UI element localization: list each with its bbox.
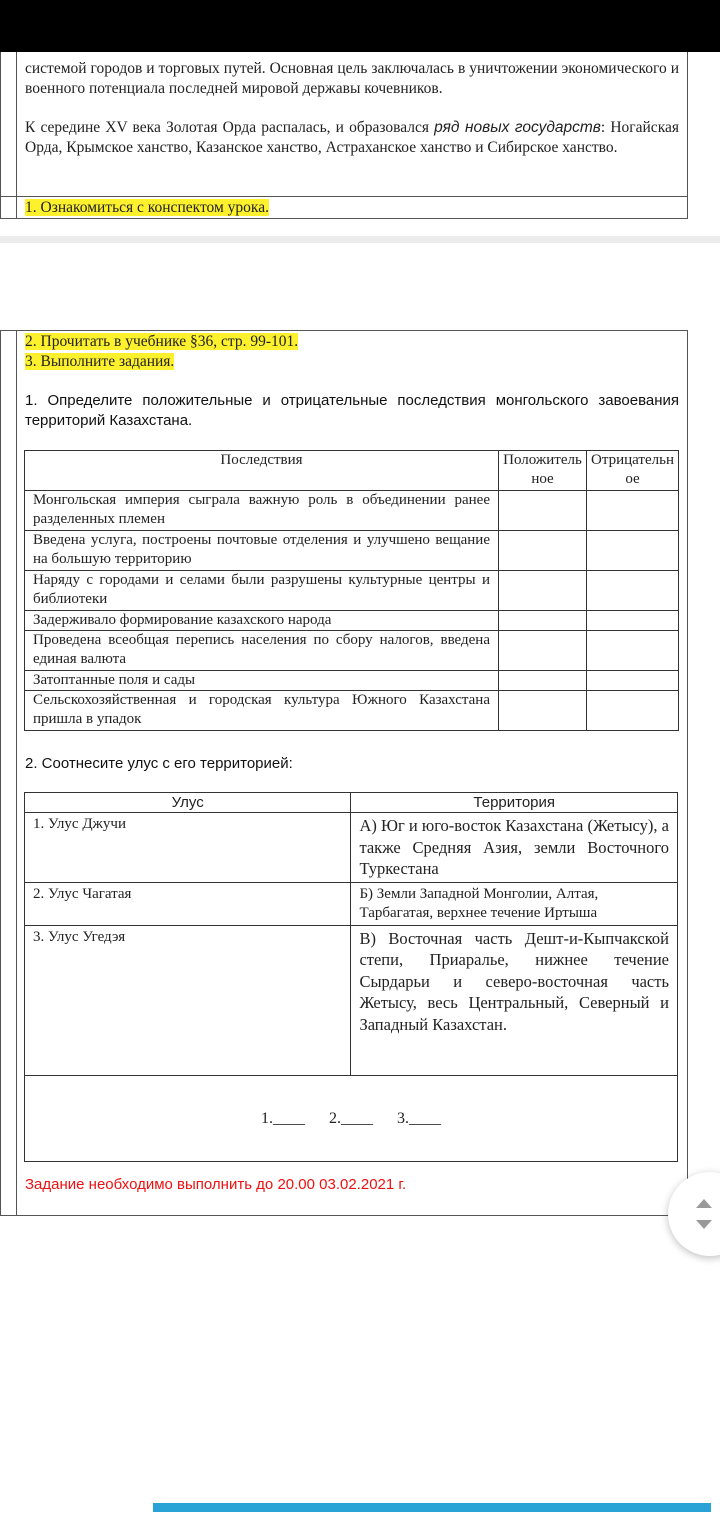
answer-1[interactable]: 1.____ xyxy=(261,1109,305,1127)
p2-border-top xyxy=(0,330,688,331)
positive-cell[interactable] xyxy=(499,691,587,731)
territory-cell: В) Восточная часть Дешт-и-Кыпчакской степи, Приаралье, нижнее течение Сырдарьи и северо-восточная часть Жетысу, весь Центральный, Северный и Западный Казахстан. xyxy=(351,925,678,1075)
border-bottom xyxy=(0,218,688,219)
header-territory: Территория xyxy=(351,793,678,813)
consequence-cell: Затоптанные поля и сады xyxy=(25,671,499,691)
deadline-note: Задание необходимо выполнить до 20.00 03.02.2021 г. xyxy=(25,1176,407,1193)
table-row xyxy=(25,671,679,691)
table-header-row xyxy=(25,451,679,491)
ulus-cell: 3. Улус Угедэя xyxy=(25,925,351,1075)
answer-cell[interactable] xyxy=(25,1075,678,1161)
answer-3[interactable]: 3.____ xyxy=(397,1109,441,1127)
positive-cell[interactable] xyxy=(499,611,587,631)
header-consequences: Последствия xyxy=(25,451,499,491)
bottom-progress-bar xyxy=(153,1503,711,1512)
page-separator xyxy=(0,236,720,243)
table-row xyxy=(25,691,679,731)
paragraph-2-pre: К середине XV века Золотая Орда распалась, и образовался xyxy=(25,119,435,136)
task-2-title: 2. Соотнесите улус с его территорией: xyxy=(25,755,293,772)
top-bar xyxy=(0,0,720,52)
ulus-cell: 2. Улус Чагатая xyxy=(25,882,351,925)
task-1-title: 1. Определите положительные и отрицательные последствия монгольского завоевания территорий Казахстана. xyxy=(25,392,679,429)
border-left-inner xyxy=(16,52,17,218)
positive-cell[interactable] xyxy=(499,491,587,531)
triangle-down-icon[interactable] xyxy=(694,1218,714,1230)
header-ulus: Улус xyxy=(25,793,351,813)
table-row xyxy=(25,631,679,671)
table-row xyxy=(25,571,679,611)
consequence-cell: Задерживало формирование казахского народа xyxy=(25,611,499,631)
paragraph-1: системой городов и торговых путей. Основная цель заключалась в уничтожении экономического и военного потенциала последней мировой державы кочевников. xyxy=(25,60,679,97)
step-3-text: 3. Выполните задания. xyxy=(25,353,175,370)
positive-cell[interactable] xyxy=(499,671,587,691)
negative-cell[interactable] xyxy=(587,671,679,691)
negative-cell[interactable] xyxy=(587,631,679,671)
negative-cell[interactable] xyxy=(587,691,679,731)
table-row xyxy=(25,882,678,925)
consequence-cell: Сельскохозяйственная и городская культура Южного Казахстана пришла в упадок xyxy=(25,691,499,731)
positive-cell[interactable] xyxy=(499,571,587,611)
table-row xyxy=(25,925,678,1075)
answer-row xyxy=(25,1075,678,1161)
table-header-row xyxy=(25,793,678,813)
negative-cell[interactable] xyxy=(587,571,679,611)
negative-cell[interactable] xyxy=(587,491,679,531)
step-2-text: 2. Прочитать в учебнике §36, стр. 99-101. xyxy=(25,333,299,350)
step-1-text: 1. Ознакомиться с конспектом урока. xyxy=(25,199,269,216)
triangle-up-icon[interactable] xyxy=(694,1198,714,1210)
paragraph-2 xyxy=(25,118,679,158)
positive-cell[interactable] xyxy=(499,531,587,571)
consequence-cell: Монгольская империя сыграла важную роль в объединении ранее разделенных племен xyxy=(25,491,499,531)
p2-border-bottom xyxy=(0,1215,688,1216)
positive-cell[interactable] xyxy=(499,631,587,671)
p2-border-left-inner xyxy=(16,330,17,1216)
page-1 xyxy=(0,0,720,236)
territory-cell: Б) Земли Западной Монголии, Алтая, Тарбагатая, верхнее течение Иртыша xyxy=(351,882,678,925)
table-row xyxy=(25,611,679,631)
negative-cell[interactable] xyxy=(587,611,679,631)
p2-border-left-outer xyxy=(0,330,1,1216)
step-3 xyxy=(25,352,679,372)
table-row xyxy=(25,531,679,571)
step-2 xyxy=(25,332,679,352)
consequence-cell: Наряду с городами и селами были разрушены культурные центры и библиотеки xyxy=(25,571,499,611)
negative-cell[interactable] xyxy=(587,531,679,571)
table-row xyxy=(25,813,678,883)
border-mid xyxy=(0,196,688,197)
paragraph-2-emph: ряд новых государств xyxy=(434,119,601,136)
border-left-outer xyxy=(0,52,1,218)
territory-cell: А) Юг и юго-восток Казахстана (Жетысу), а также Средняя Азия, земли Восточного Туркестана xyxy=(351,813,678,883)
answer-2[interactable]: 2.____ xyxy=(329,1109,373,1127)
consequence-cell: Введена услуга, построены почтовые отделения и улучшено вещание на большую территорию xyxy=(25,531,499,571)
consequences-table xyxy=(24,450,679,731)
step-1 xyxy=(25,198,679,218)
table-row xyxy=(25,491,679,531)
border-right xyxy=(687,52,688,218)
header-positive: Положительное xyxy=(499,451,587,491)
header-negative: Отрицательное xyxy=(587,451,679,491)
p2-border-right xyxy=(687,330,688,1216)
consequence-cell: Проведена всеобщая перепись населения по сбору налогов, введена единая валюта xyxy=(25,631,499,671)
ulus-table xyxy=(24,792,678,1162)
ulus-cell: 1. Улус Джучи xyxy=(25,813,351,883)
paragraph-2-post: : Ногайская Орда, Крымское ханство, Казанское ханство, Астраханское ханство и Сибирское ханство. xyxy=(25,119,679,156)
